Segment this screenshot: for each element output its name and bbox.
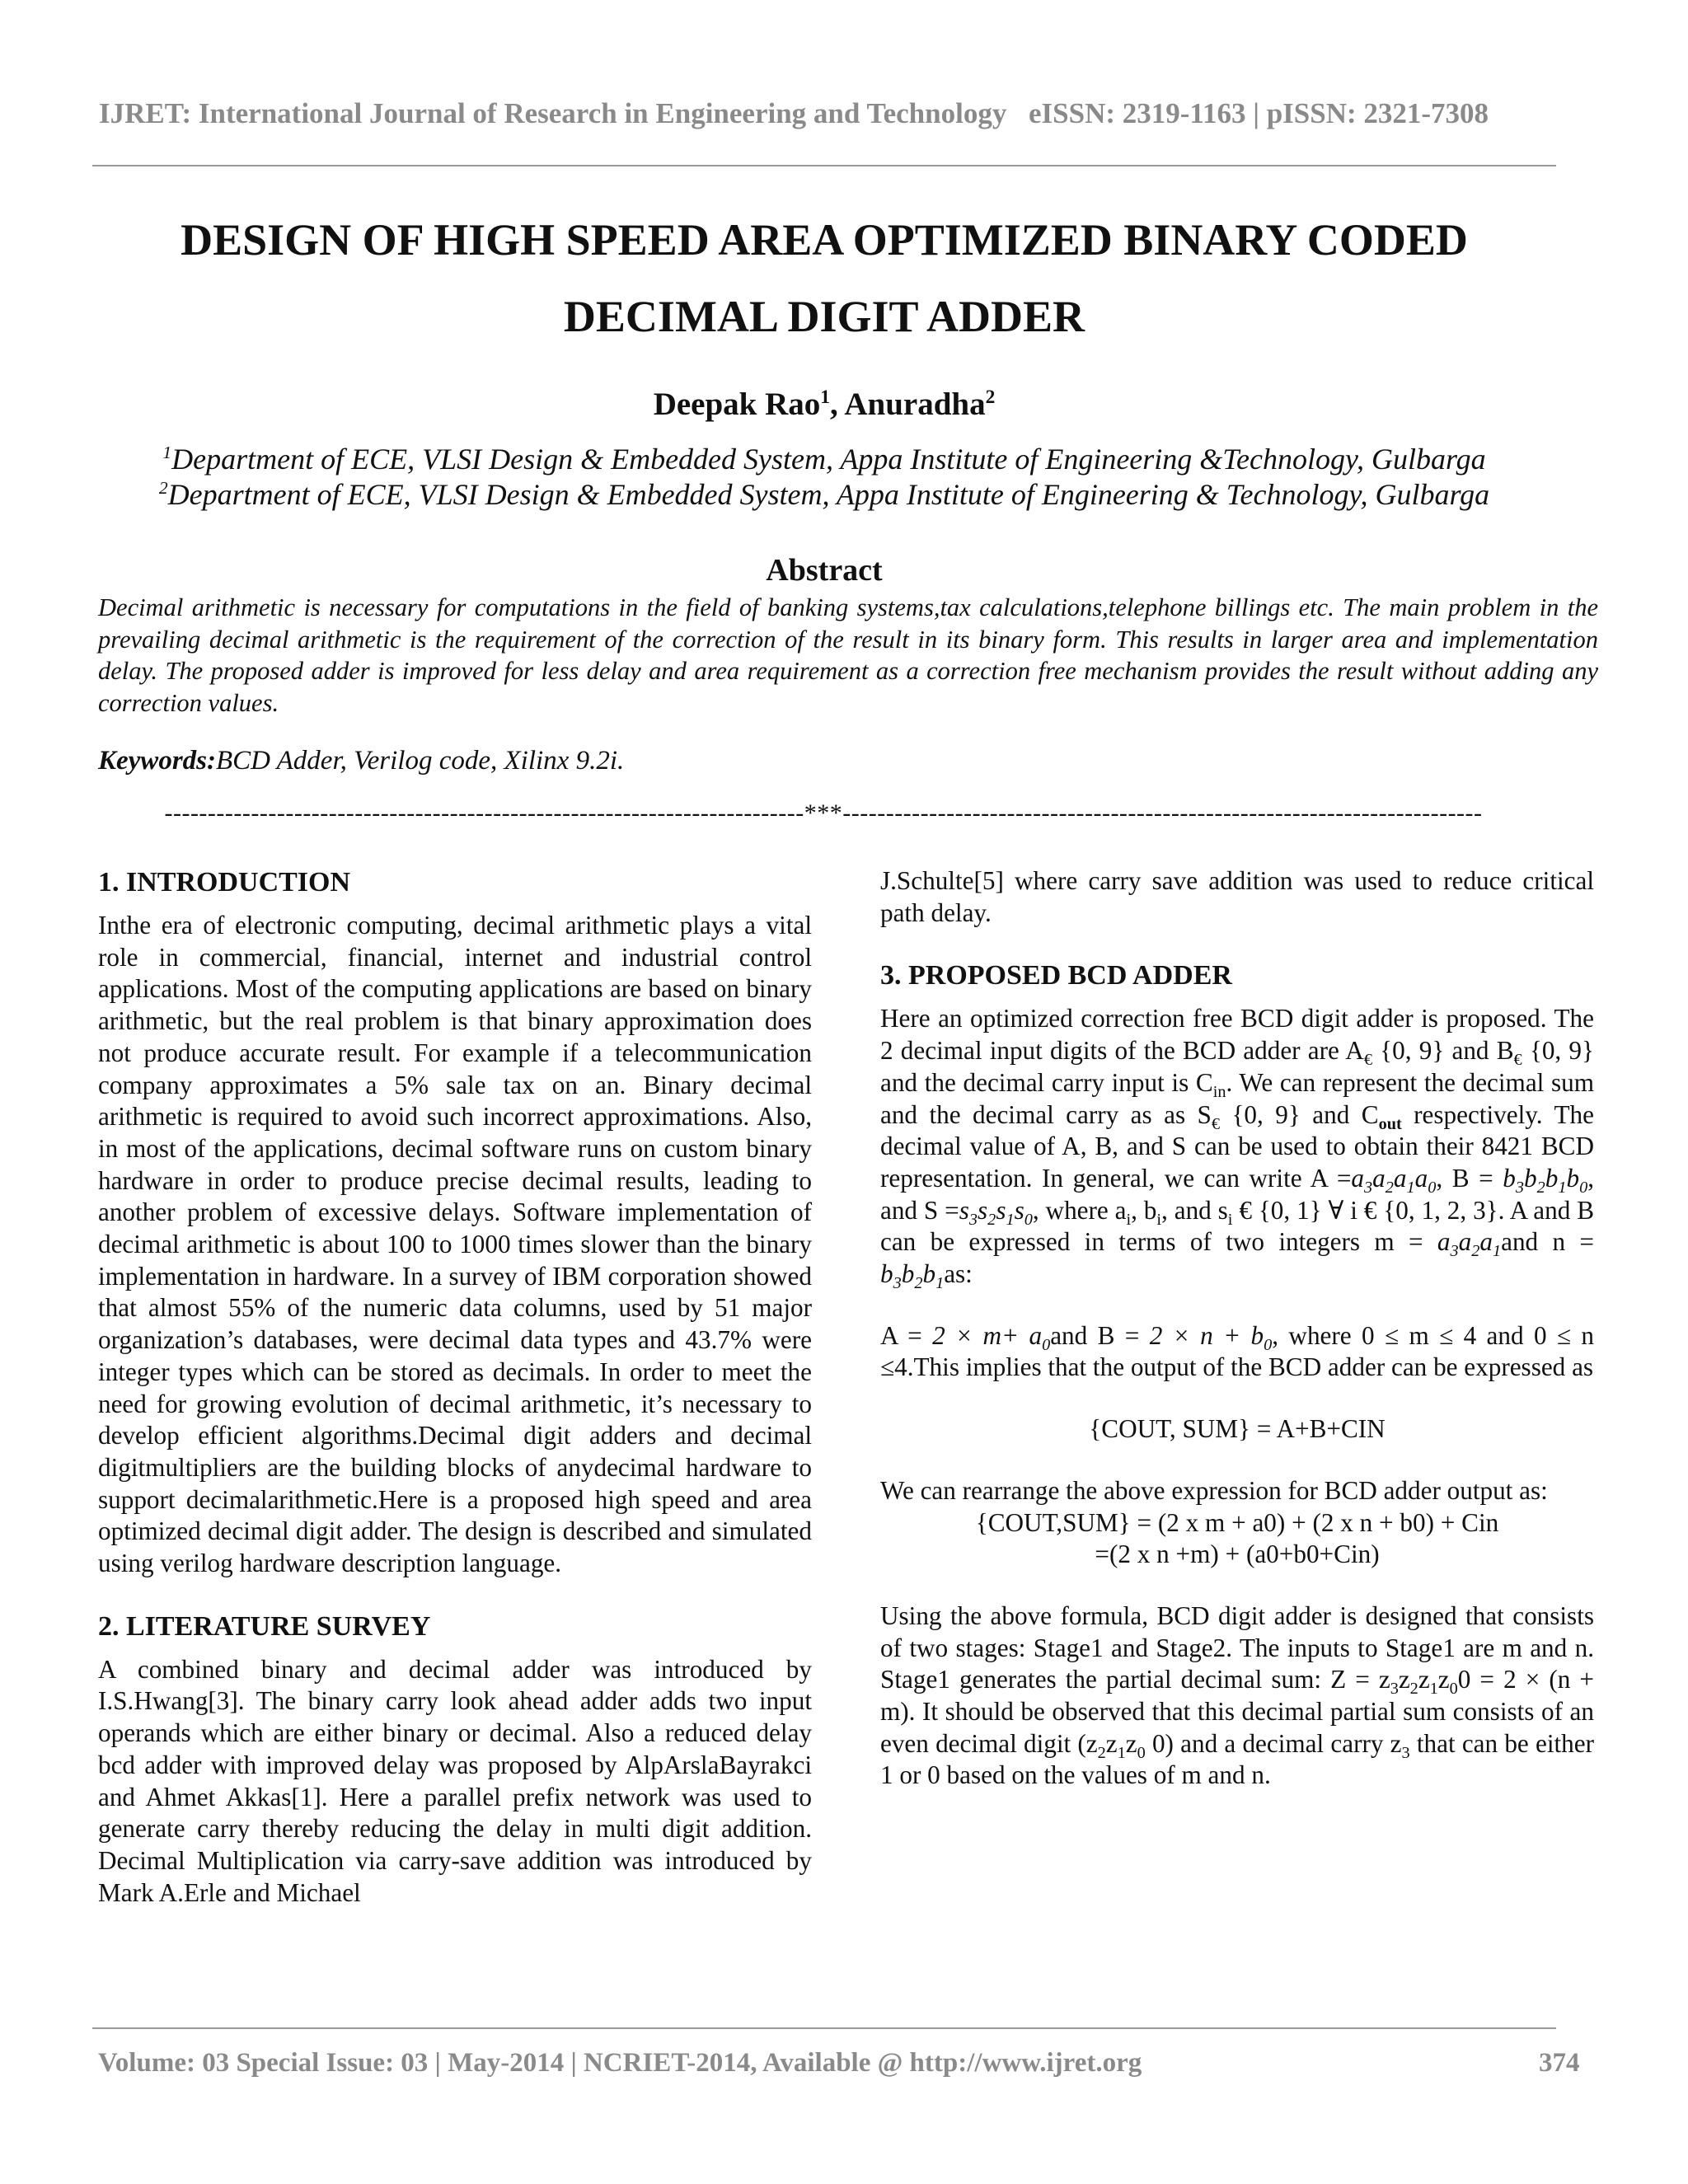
title-line-2: DECIMAL DIGIT ADDER xyxy=(563,292,1085,341)
proposed-paragraph-1: Here an optimized correction free BCD digit adder is proposed. The 2 decimal input digits of the BCD adder are $A_€$ {0, 9} and $B_€$ {0, 9} and the decimal carry input is $C_{in}$. We can represent the decimal sum and the decimal carry as as $S_€$ {0, 9} and $C_{out}$ respectively. The decimal value of A, B, and S can be used to obtain their 8421 BCD representation. In general, we can write $A =a_3a_2a_1a_0$, $B = b_3b_2b_1b_0$, and $S =s_3s_2s_1s_0$, where $a_i$, $b_i$, and $s_i$ € {0, 1} ∀ i € {0, 1, 2, 3}. A and B can be expressed in terms of two integers $m = a_3a_2a_1and$ $n = b_3b_2b_1as$: xyxy=(880,1004,1595,1293)
keywords-label: Keywords: xyxy=(98,746,216,776)
title-line-1: DESIGN OF HIGH SPEED AREA OPTIMIZED BINARY CODED xyxy=(181,215,1468,265)
issn-info: eISSN: 2319-1163 | pISSN: 2321-7308 xyxy=(1029,97,1489,129)
proposed-paragraph-4: Using the above formula, BCD digit adder is designed that consists of two stages: Stage1 and Stage2. The inputs to Stage1 are m and n. Stage1 generates the partial decimal sum: $Z = z_3z_2z_1z_00 = 2 \times (n + m)$. It should be observed that this decimal partial sum consists of an even decimal digit ($z_2z_1z_0$ 0) and a decimal carry $z_3$ that can be either 1 or 0 based on the values of m and n. xyxy=(880,1601,1594,1790)
author-2-marker: 2 xyxy=(985,387,996,408)
abstract-text: Decimal arithmetic is necessary for computations in the field of banking systems,tax calculations,telephone billings etc. The main problem in the prevailing decimal arithmetic is the requirement of the correction of the result in its binary form. This results in larger area and implementation delay. The proposed adder is improved for less delay and area requirement as a correction free mechanism provides the result without adding any correction values. xyxy=(98,593,1598,717)
header-rule xyxy=(92,165,1556,166)
equation-3: =(2 x n +m) + (a0+b0+Cin) xyxy=(1095,1540,1380,1569)
author-list xyxy=(92,386,1556,423)
equation-1: {COUT, SUM} = A+B+CIN xyxy=(1089,1414,1386,1444)
affiliation-1 xyxy=(92,442,1556,477)
intro-paragraph: Inthe era of electronic computing, decimal arithmetic plays a vital role in commercial, financial, internet and industrial control applications. Most of the computing applications are based on binary arithmetic, but the real problem is that binary approximation does not produce accurate result. For example if a telecommunication company approximates a 5% sale tax on an. Binary decimal arithmetic is required to avoid such incorrect approximations. Also, in most of the applications, decimal software runs on custom binary hardware in order to produce precise decimal results, leading to another problem of excessive delays. Software implementation of decimal arithmetic is about 100 to 1000 times slower than the binary implementation in hardware. In a survey of IBM corporation showed that almost 55% of the numeric data columns, used by 51 major organization’s databases, were decimal data types and 43.7% were integer types which can be stored as decimals. In order to meet the need for growing evolution of decimal arithmetic, it’s necessary to develop efficient algorithms.Decimal digit adders and decimal digitmultipliers are the building blocks of anydecimal hardware to support decimalarithmetic.Here is a proposed high speed and area optimized decimal digit adder. The design is described and simulated using verilog hardware description language. xyxy=(98,911,812,1578)
page-number: 374 xyxy=(1539,2048,1580,2078)
author-separator: , xyxy=(830,387,845,422)
literature-heading: 2. LITERATURE SURVEY xyxy=(98,1610,431,1642)
paper-title xyxy=(92,202,1556,355)
keywords-text: BCD Adder, Verilog code, Xilinx 9.2i. xyxy=(216,746,625,776)
abstract-heading: Abstract xyxy=(766,553,883,588)
intro-heading: 1. INTRODUCTION xyxy=(98,867,351,898)
proposed-heading: 3. PROPOSED BCD ADDER xyxy=(880,960,1232,991)
right-column xyxy=(880,865,1594,1792)
footer-text: Volume: 03 Special Issue: 03 | May-2014 | NCRIET-2014, Available @ http://www.ijret.org xyxy=(98,2048,1142,2078)
author-2: Anuradha xyxy=(844,387,986,422)
proposed-paragraph-2: $A = 2 \times m+ a_0and$ $B = 2 \times n + b_0$, where 0 ≤ m ≤ 4 and 0 ≤ n ≤4.This implies that the output of the BCD adder can be expressed as xyxy=(880,1320,1594,1382)
author-1: Deepak Rao xyxy=(653,387,821,422)
footer-rule xyxy=(92,2027,1556,2029)
literature-continued: J.Schulte[5] where carry save addition was used to reduce critical path delay. xyxy=(880,866,1594,927)
left-column xyxy=(98,865,812,1909)
running-header xyxy=(99,97,1566,130)
section-separator: --------------------------------------------------------------------------***-------------------------------------------------------------------------- xyxy=(164,799,1483,827)
affiliation-2-text: Department of ECE, VLSI Design & Embedded System, Appa Institute of Engineering & Technology, Gulbarga xyxy=(167,478,1490,511)
affiliation-1-text: Department of ECE, VLSI Design & Embedded System, Appa Institute of Engineering &Technology, Gulbarga xyxy=(171,443,1486,476)
running-footer xyxy=(98,2048,1582,2079)
affiliation-1-marker: 1 xyxy=(162,443,172,462)
keywords xyxy=(98,746,1582,776)
affiliation-2 xyxy=(92,477,1556,513)
author-1-marker: 1 xyxy=(820,387,830,408)
proposed-paragraph-3: We can rearrange the above expression for BCD adder output as: xyxy=(880,1475,1548,1505)
equation-2: {COUT,SUM} = (2 x m + a0) + (2 x n + b0) + Cin xyxy=(975,1507,1499,1537)
affiliations xyxy=(92,442,1556,513)
affiliation-2-marker: 2 xyxy=(158,478,168,498)
journal-name: IJRET: International Journal of Research in Engineering and Technology xyxy=(99,97,1007,129)
literature-paragraph: A combined binary and decimal adder was introduced by I.S.Hwang[3]. The binary carry look ahead adder adds two input operands which are either binary or decimal. Also a reduced delay bcd adder with improved delay was proposed by AlpArslaBayrakci and Ahmet Akkas[1]. Here a parallel prefix network was used to generate carry thereby reducing the delay in multi digit addition. Decimal Multiplication via carry-save addition was introduced by Mark A.Erle and Michael xyxy=(98,1654,812,1907)
